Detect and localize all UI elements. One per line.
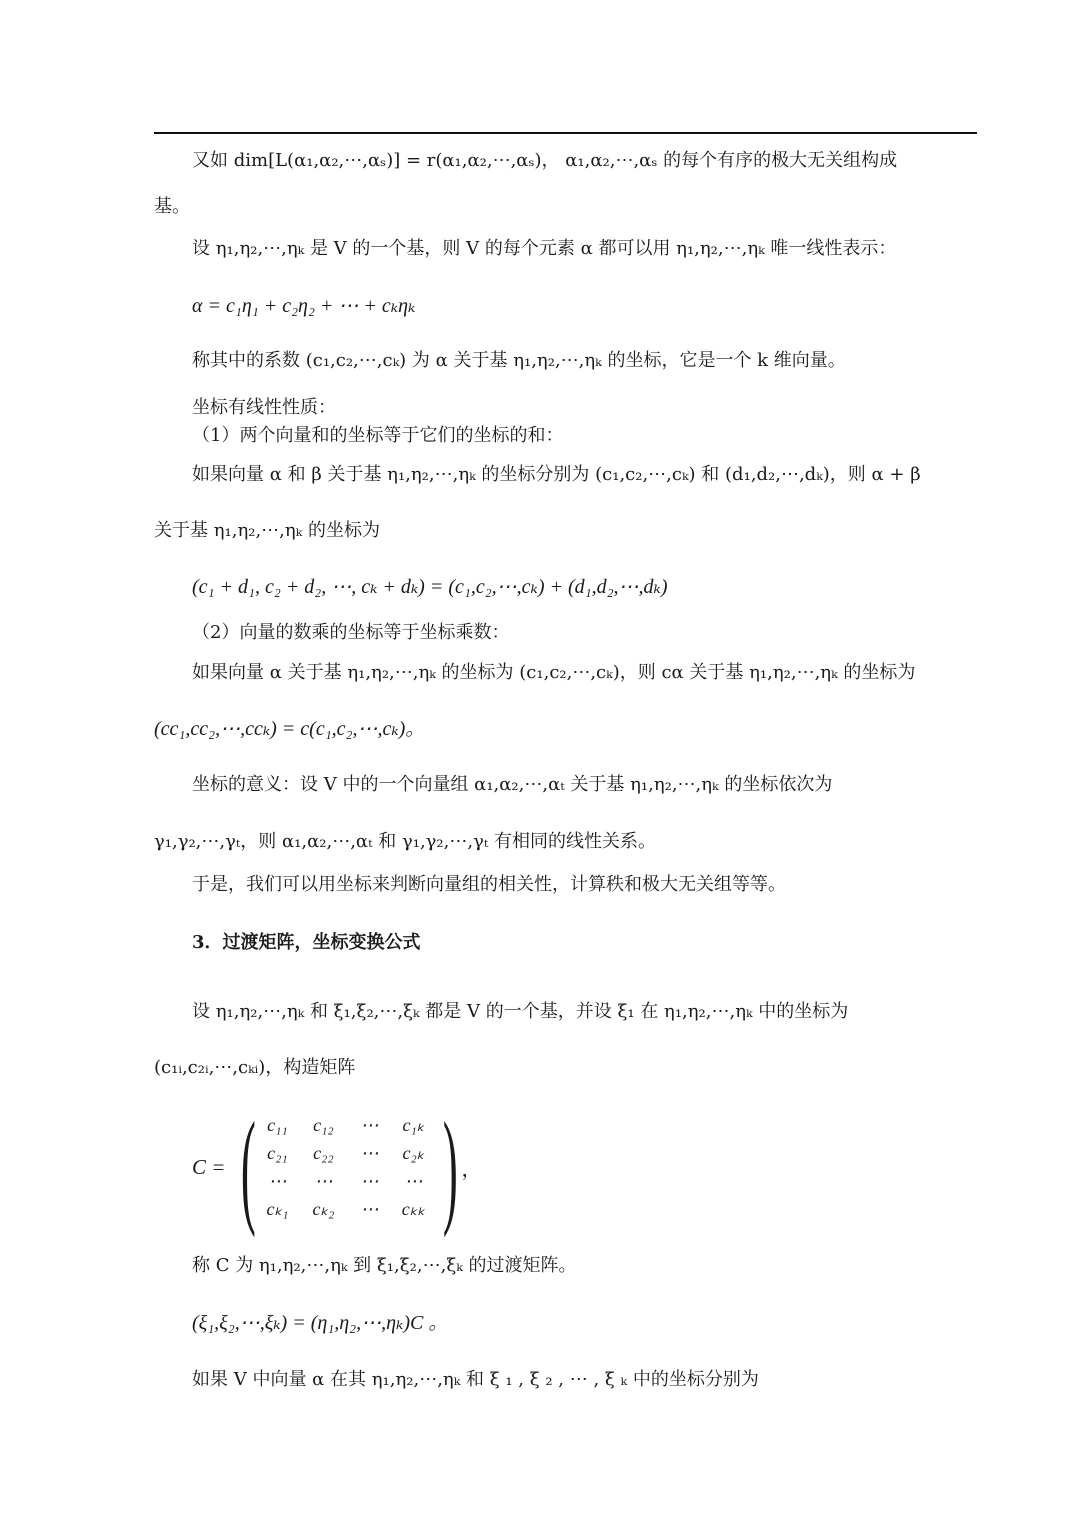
header-rule bbox=[154, 132, 977, 134]
text-line-conclusion: 于是，我们可以用坐标来判断向量组的相关性，计算秩和极大无关组等等。 bbox=[192, 874, 786, 895]
formula-sum-coords: (c₁ + d₁, c₂ + d₂, ⋯, cₖ + dₖ) = (c₁,c₂,⋯,cₖ) + (d₁,d₂,⋯,dₖ) bbox=[192, 576, 668, 598]
matrix-cell: cₖ₁ bbox=[266, 1199, 289, 1219]
text-line-dim: 又如 dim[L(α₁,α₂,⋯,αₛ)] = r(α₁,α₂,⋯,αₛ)， α₁,α₂,⋯,αₛ 的每个有序的极大无关组构成 bbox=[192, 150, 898, 171]
matrix-cell: cₖ₂ bbox=[312, 1199, 335, 1219]
text-line-linear-property: 坐标有线性性质： bbox=[192, 397, 336, 418]
matrix-left-paren: ( bbox=[241, 1096, 257, 1238]
text-line-basis-end: 基。 bbox=[154, 196, 190, 217]
matrix-cell: ⋯ bbox=[268, 1171, 287, 1191]
matrix-cell: c₁ₖ bbox=[402, 1115, 425, 1135]
formula-basis-change: (ξ₁,ξ₂,⋯,ξₖ) = (η₁,η₂,⋯,ηₖ)C 。 bbox=[192, 1312, 449, 1334]
matrix-cell: ⋯ bbox=[360, 1171, 379, 1191]
matrix-cell: ⋯ bbox=[404, 1171, 423, 1191]
matrix-cell: c₂₁ bbox=[267, 1143, 288, 1163]
matrix-lhs: C = bbox=[192, 1154, 226, 1179]
text-line-scalar-if: 如果向量 α 关于基 η₁,η₂,⋯,ηₖ 的坐标为 (c₁,c₂,⋯,cₖ)，则 cα 关于基 η₁,η₂,⋯,ηₖ 的坐标为 bbox=[192, 662, 916, 683]
matrix-cell: cₖₖ bbox=[401, 1199, 426, 1219]
text-line-coords-in-both: 如果 V 中向量 α 在其 η₁,η₂,⋯,ηₖ 和 ξ ₁ , ξ ₂ , ⋯ , ξ ₖ 中的坐标分别为 bbox=[192, 1369, 759, 1390]
matrix-cell: ⋯ bbox=[360, 1199, 379, 1219]
section-heading-transition-matrix: 3．过渡矩阵，坐标变换公式 bbox=[192, 932, 421, 953]
matrix-cell: ⋯ bbox=[360, 1115, 379, 1135]
text-line-two-bases: 设 η₁,η₂,⋯,ηₖ 和 ξ₁,ξ₂,⋯,ξₖ 都是 V 的一个基，并设 ξ₁ 在 η₁,η₂,⋯,ηₖ 中的坐标为 bbox=[192, 1001, 849, 1022]
text-line-meaning: 坐标的意义：设 V 中的一个向量组 α₁,α₂,⋯,αₜ 关于基 η₁,η₂,⋯,ηₖ 的坐标依次为 bbox=[192, 774, 833, 795]
text-line-meaning-cont: γ₁,γ₂,⋯,γₜ，则 α₁,α₂,⋯,αₜ 和 γ₁,γ₂,⋯,γₜ 有相同的线性关系。 bbox=[154, 831, 657, 852]
text-line-property-1: （1）两个向量和的坐标等于它们的坐标的和： bbox=[192, 425, 564, 446]
transition-matrix bbox=[192, 1096, 482, 1238]
matrix-cell: ⋯ bbox=[360, 1143, 379, 1163]
matrix-grid bbox=[255, 1113, 435, 1221]
matrix-cell: ⋯ bbox=[314, 1171, 333, 1191]
formula-scalar-coords: (cc₁,cc₂,⋯,ccₖ) = c(c₁,c₂,⋯,cₖ)。 bbox=[154, 718, 426, 740]
matrix-cell: c₁₁ bbox=[267, 1115, 288, 1135]
text-line-sum-coords: 关于基 η₁,η₂,⋯,ηₖ 的坐标为 bbox=[154, 520, 380, 541]
text-line-property-2: （2）向量的数乘的坐标等于坐标乘数： bbox=[192, 622, 510, 643]
matrix-tail: ， bbox=[461, 1158, 482, 1181]
text-line-transition-def: 称 C 为 η₁,η₂,⋯,ηₖ 到 ξ₁,ξ₂,⋯,ξₖ 的过渡矩阵。 bbox=[192, 1255, 577, 1276]
matrix-cell: c₂₂ bbox=[313, 1143, 334, 1163]
matrix-cell: c₂ₖ bbox=[402, 1143, 425, 1163]
formula-linear-combination: α = c₁η₁ + c₂η₂ + ⋯ + cₖηₖ bbox=[192, 295, 416, 317]
matrix-right-paren: ) bbox=[443, 1096, 459, 1238]
matrix-cell: c₁₂ bbox=[313, 1115, 334, 1135]
text-line-basis-def: 设 η₁,η₂,⋯,ηₖ 是 V 的一个基，则 V 的每个元素 α 都可以用 η₁,η₂,⋯,ηₖ 唯一线性表示： bbox=[192, 238, 897, 259]
text-line-construct-matrix: (c₁ᵢ,c₂ᵢ,⋯,cₖᵢ)，构造矩阵 bbox=[154, 1057, 356, 1078]
text-line-coordinate-def: 称其中的系数 (c₁,c₂,⋯,cₖ) 为 α 关于基 η₁,η₂,⋯,ηₖ 的坐标，它是一个 k 维向量。 bbox=[192, 350, 846, 371]
text-line-sum-if: 如果向量 α 和 β 关于基 η₁,η₂,⋯,ηₖ 的坐标分别为 (c₁,c₂,⋯,cₖ) 和 (d₁,d₂,⋯,dₖ)，则 α + β bbox=[192, 464, 921, 485]
